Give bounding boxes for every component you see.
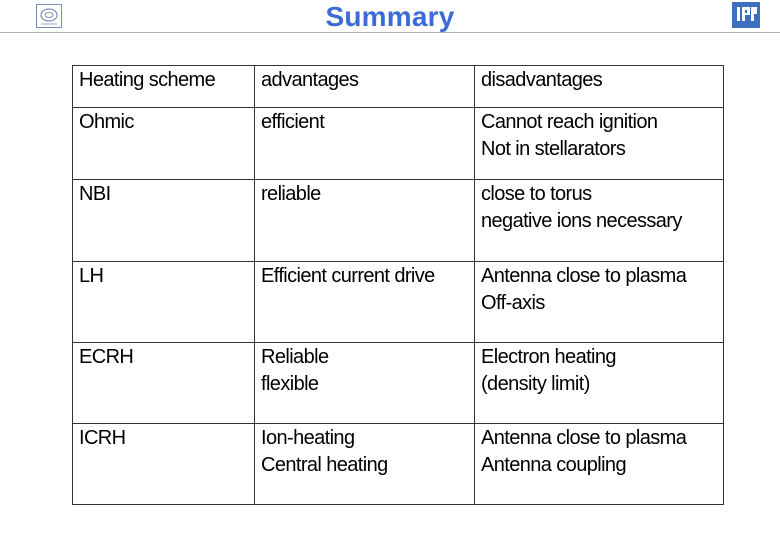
disadvantage-item: Antenna close to plasma [481,427,687,449]
page-title: Summary [325,1,455,32]
disadvantages-cell [475,108,724,180]
header-advantages [255,66,475,108]
disadvantages-cell [475,343,724,424]
advantages-cell [255,262,475,343]
advantages-cell [255,343,475,424]
scheme-cell [73,180,255,262]
scheme-cell [73,262,255,343]
table-row [73,108,724,180]
header-disadvantages [475,66,724,108]
advantage-item: Central heating [261,454,388,476]
table-header-row [73,66,724,108]
table-row [73,424,724,505]
table-row [73,262,724,343]
disadvantage-item: Cannot reach ignition [481,111,658,133]
disadvantage-item: Not in stellarators [481,138,626,160]
heating-summary-table [72,65,724,505]
disadvantage-item: close to torus [481,183,592,205]
scheme-cell [73,343,255,424]
disadvantages-cell [475,424,724,505]
header-label: advantages [261,69,359,91]
advantage-item: flexible [261,373,319,395]
advantage-item: reliable [261,183,321,205]
disadvantage-item: Electron heating [481,346,616,368]
scheme-name: LH [79,265,104,287]
advantage-item: Efficient current drive [261,265,435,287]
table-row [73,180,724,262]
disadvantage-item: (density limit) [481,373,590,395]
disadvantage-item: negative ions necessary [481,210,682,232]
table-row [73,343,724,424]
header-label: disadvantages [481,69,603,91]
disadvantages-cell [475,262,724,343]
scheme-name: ICRH [79,427,126,449]
scheme-name: Ohmic [79,111,134,133]
advantage-item: efficient [261,111,325,133]
scheme-name: ECRH [79,346,134,368]
advantage-item: Ion-heating [261,427,355,449]
disadvantage-item: Antenna coupling [481,454,626,476]
advantage-item: Reliable [261,346,329,368]
advantages-cell [255,108,475,180]
scheme-cell [73,108,255,180]
advantages-cell [255,180,475,262]
disadvantage-item: Antenna close to plasma [481,265,687,287]
header-label: Heating scheme [79,69,216,91]
ipp-logo-icon [732,2,760,28]
disadvantages-cell [475,180,724,262]
header-heating-scheme [73,66,255,108]
scheme-cell [73,424,255,505]
advantages-cell [255,424,475,505]
scheme-name: NBI [79,183,111,205]
disadvantage-item: Off-axis [481,292,545,314]
